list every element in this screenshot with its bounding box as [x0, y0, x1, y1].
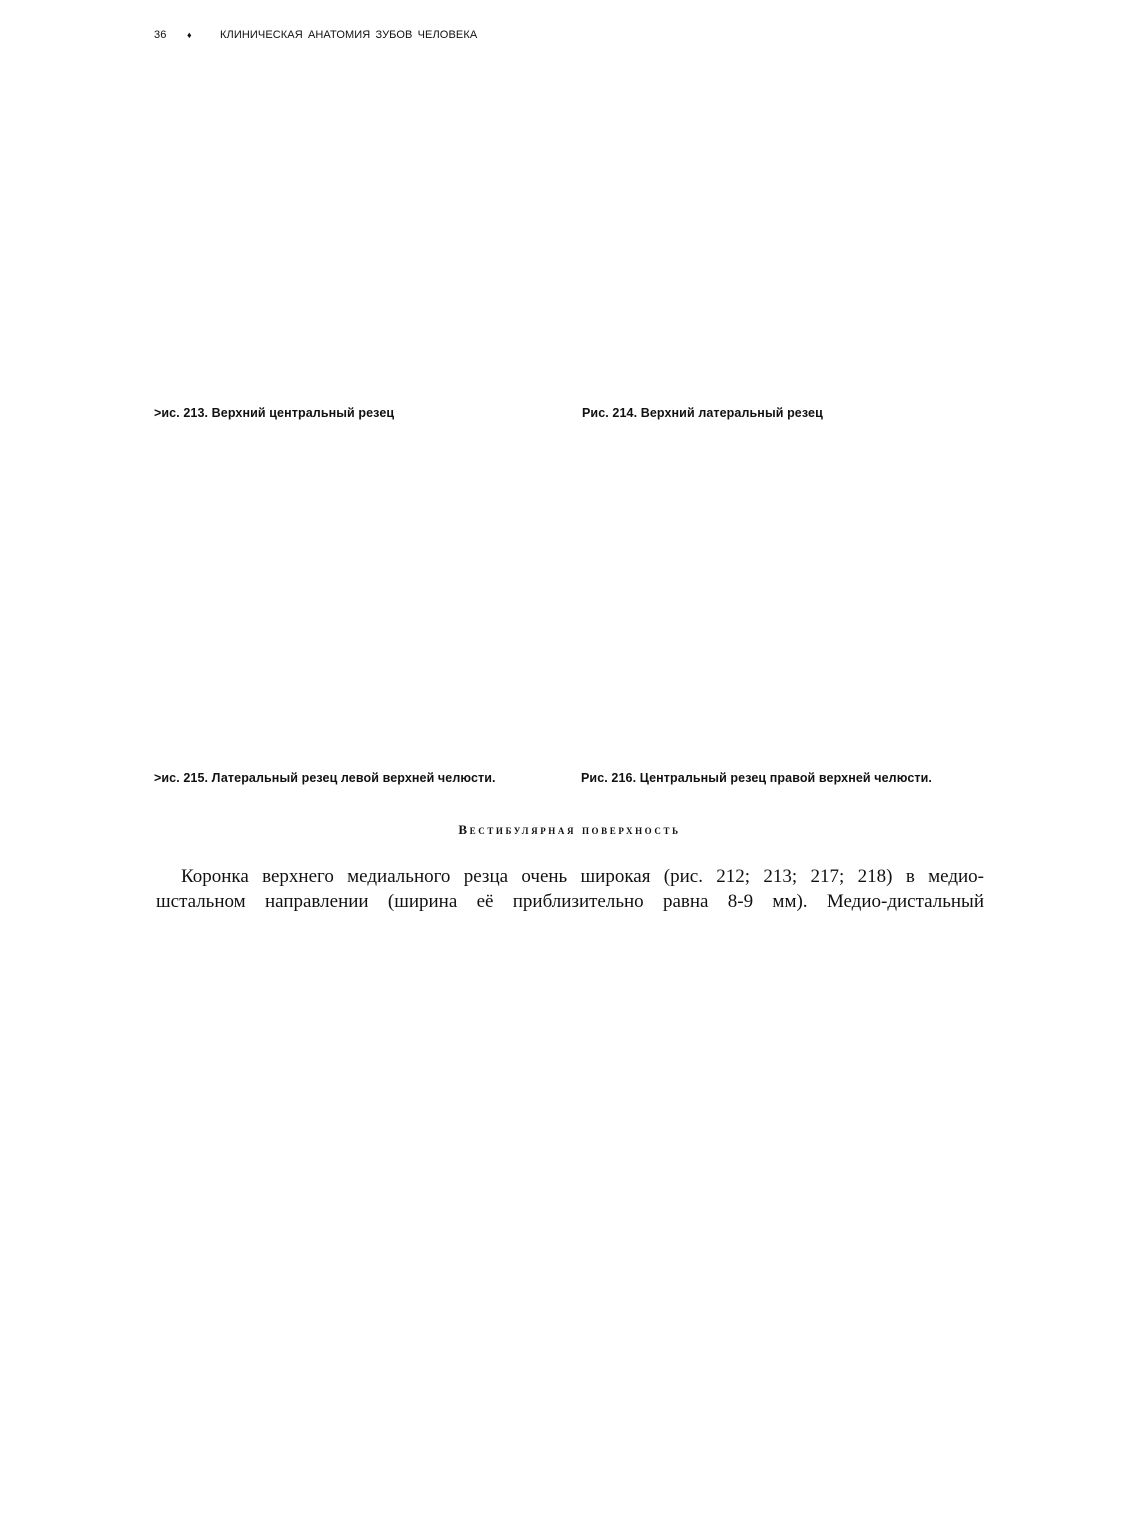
running-header	[154, 29, 477, 41]
figure-214	[582, 100, 1002, 400]
section-heading: Вестибулярная поверхность	[458, 822, 681, 837]
figure-caption: Рис. 216. Центральный резец правой верхней челюсти.	[581, 771, 932, 785]
body-paragraph	[156, 864, 984, 914]
figure-caption: Рис. 214. Верхний латеральный резец	[582, 406, 823, 420]
figure-215-image	[154, 465, 574, 765]
figure-caption: >ис. 215. Латеральный резец левой верхней челюсти.	[154, 771, 496, 785]
figure-214-image	[582, 100, 1002, 400]
page-number: 36	[154, 29, 167, 41]
diamond-separator-icon: ♦	[187, 30, 192, 40]
figure-213	[154, 100, 574, 400]
book-title: КЛИНИЧЕСКАЯ АНАТОМИЯ ЗУБОВ ЧЕЛОВЕКА	[220, 29, 478, 41]
figure-216-image	[581, 465, 1001, 765]
paragraph-line: шстальном направлении (ширина её приблизительно равна 8-9 мм). Медио-дистальный	[156, 891, 984, 912]
figure-213-image	[154, 100, 574, 400]
figure-215	[154, 465, 574, 765]
figure-caption: >ис. 213. Верхний центральный резец	[154, 406, 395, 420]
paragraph-line: Коронка верхнего медиального резца очень широкая (рис. 212; 213; 217; 218) в медио-	[181, 866, 984, 887]
figure-216	[581, 465, 1001, 765]
